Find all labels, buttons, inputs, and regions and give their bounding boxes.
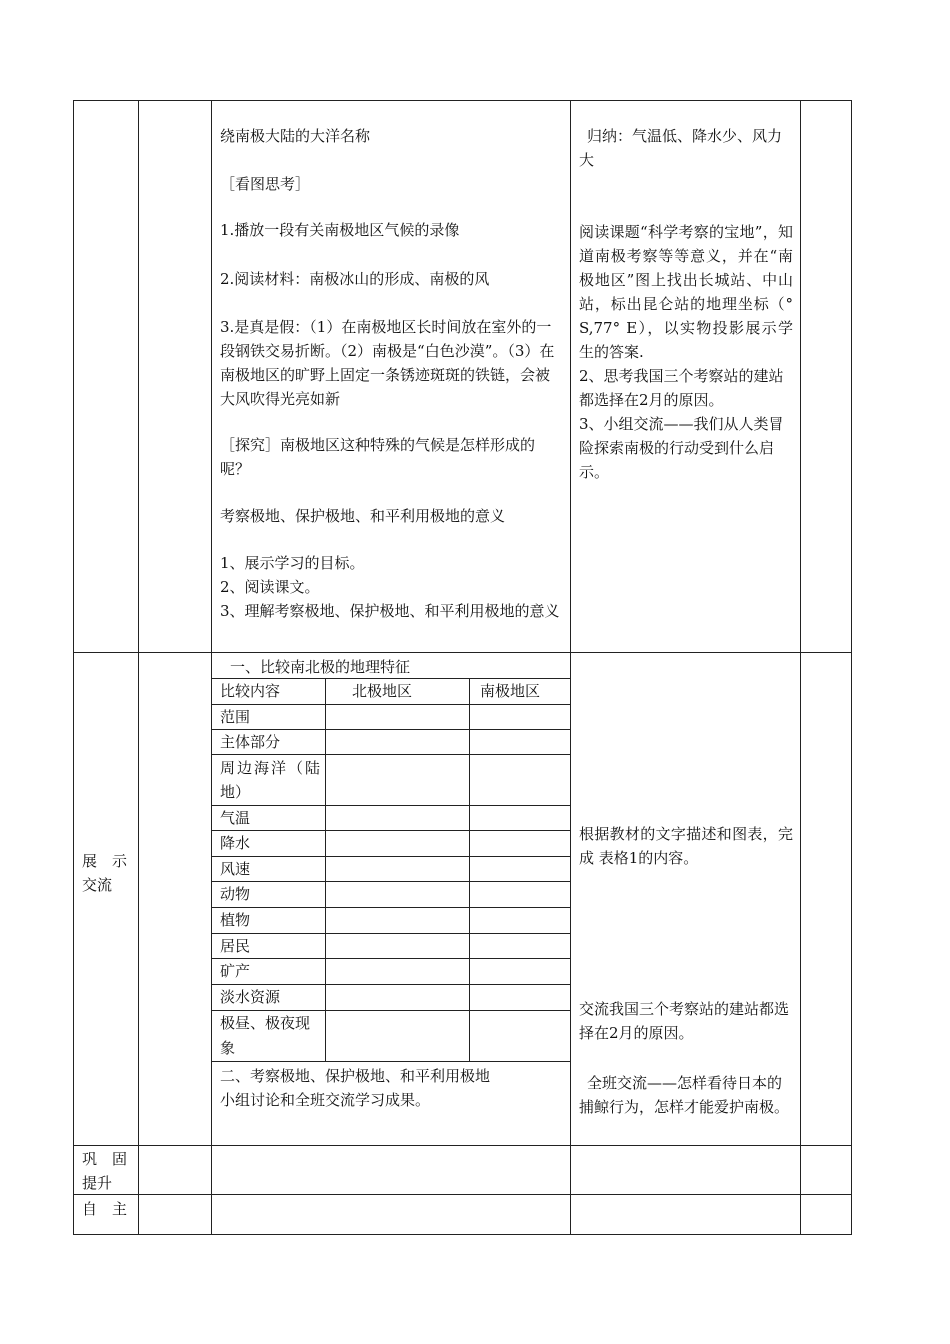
text-paragraph: 归纳：气温低、降水少、风力大 — [579, 127, 783, 169]
table-col-border — [211, 100, 212, 1235]
inner-table-row-line — [212, 907, 570, 908]
text-paragraph: 全班交流——怎样看待日本的捕鲸行为，怎样才能爱护南极。 — [579, 1074, 790, 1116]
row-label: 范围 — [220, 708, 251, 726]
inner-table-row-line — [212, 881, 570, 882]
table-col-border — [73, 100, 74, 1235]
text-paragraph: ［看图思考］ — [220, 175, 311, 193]
text-paragraph: 绕南极大陆的大洋名称 — [220, 127, 371, 145]
column-header: 北极地区 — [352, 682, 413, 700]
inner-table-row-line — [212, 830, 570, 831]
table-row-divider — [73, 1194, 852, 1195]
table-col-border — [138, 100, 139, 1235]
row-label: 动物 — [220, 885, 251, 903]
table-row-divider — [73, 1145, 852, 1146]
row-label: 淡水资源 — [220, 988, 281, 1006]
table-col-border — [570, 100, 571, 1235]
text-paragraph: 阅读课题“科学考察的宝地”，知道南极考察等等意义，并在“南极地区”图上找出长城站、中山站，标出昆仑站的地理坐标（° S,77° E），以实物投影展示学生的答案. — [579, 223, 793, 361]
text-paragraph: 3、小组交流——我们从人类冒险探索南极的行动受到什么启示。 — [579, 415, 784, 481]
column-header: 比较内容 — [220, 682, 281, 700]
inner-table-row-line — [212, 754, 570, 755]
text-paragraph: 考察极地、保护极地、和平利用极地的意义 — [220, 507, 506, 525]
inner-table-row-line — [212, 958, 570, 959]
section-heading: 二、考察极地、保护极地、和平利用极地 — [220, 1067, 491, 1085]
table-top-border — [73, 100, 852, 101]
text-paragraph: 交流我国三个考察站的建站都选择在2月的原因。 — [579, 1000, 790, 1042]
notes-cell-row1 — [579, 124, 793, 484]
row-label: 居民 — [220, 937, 251, 955]
text-paragraph: 1.播放一段有关南极地区气候的录像 — [220, 221, 460, 239]
text-paragraph: 1、展示学习的目标。 — [220, 554, 365, 572]
section-heading: 一、比较南北极的地理特征 — [230, 658, 411, 676]
inner-table-row-line — [212, 805, 570, 806]
text-paragraph: 2、阅读课文。 — [220, 578, 320, 596]
row-label: 主体部分 — [220, 733, 281, 751]
inner-table-row-line — [212, 856, 570, 857]
row-label: 降水 — [220, 834, 251, 852]
text-paragraph: 小组讨论和全班交流学习成果。 — [220, 1091, 431, 1109]
table-row-divider — [73, 652, 852, 653]
row-label: 矿产 — [220, 962, 251, 980]
row-label: 气温 — [220, 809, 251, 827]
text-paragraph: 2、思考我国三个考察站的建站都选择在2月的原因。 — [579, 367, 784, 409]
text-paragraph: 根据教材的文字描述和图表，完成 表格1的内容。 — [579, 825, 793, 867]
inner-table-col — [325, 678, 326, 1061]
column-header: 南极地区 — [480, 682, 541, 700]
row-label: 自 主 — [82, 1200, 128, 1218]
row-label: 极昼、极夜现象 — [220, 1014, 311, 1057]
table-col-border — [800, 100, 801, 1235]
row-label: 巩 固提升 — [82, 1150, 128, 1192]
inner-table-row-line — [212, 933, 570, 934]
inner-table-row-line — [212, 704, 570, 705]
row-label: 植物 — [220, 911, 251, 929]
inner-table-col — [469, 678, 470, 1061]
row-label: 周边海洋（陆地） — [220, 759, 320, 801]
text-paragraph: ［探究］南极地区这种特殊的气候是怎样形成的呢？ — [220, 436, 536, 478]
text-paragraph: 2.阅读材料：南极冰山的形成、南极的风 — [220, 270, 490, 288]
row-label: 展 示交流 — [82, 852, 128, 894]
row-label: 风速 — [220, 860, 251, 878]
text-paragraph: 3、理解考察极地、保护极地、和平利用极地的意义 — [220, 602, 560, 620]
table-bottom-border — [73, 1234, 852, 1235]
content-cell-row1 — [220, 124, 564, 623]
table-col-border — [851, 100, 852, 1235]
inner-table-border — [212, 1061, 570, 1062]
text-paragraph: 3.是真是假：（1）在南极地区长时间放在室外的一段钢铁交易折断。（2）南极是“白色沙漠”。（3）在南极地区的旷野上固定一条锈迹斑斑的铁链，会被大风吹得光亮如新 — [220, 318, 555, 408]
